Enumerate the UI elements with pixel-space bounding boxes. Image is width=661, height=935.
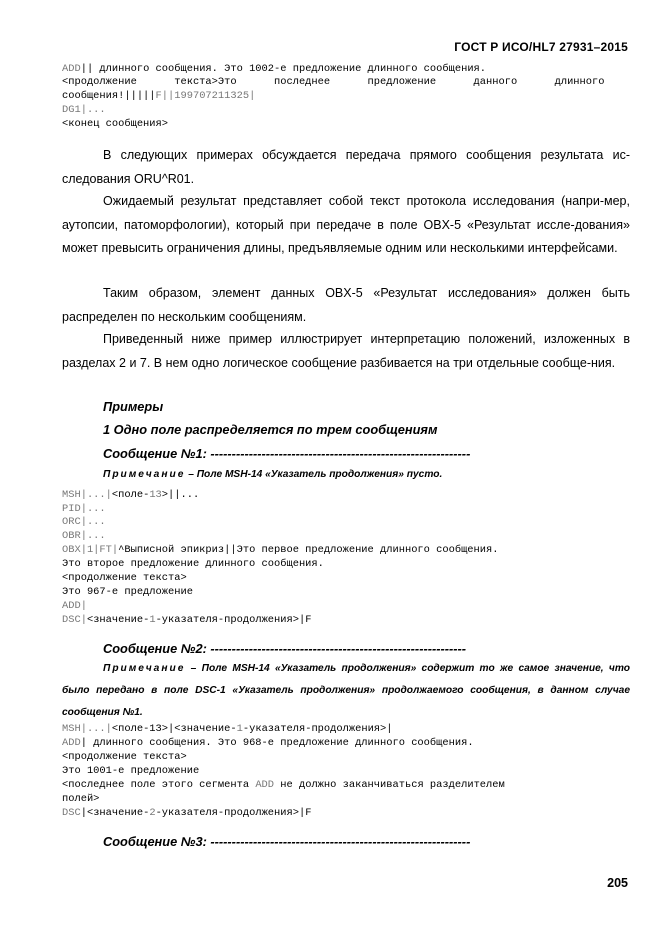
code-line: Это 967-е предложение [62, 586, 193, 598]
note-text: – Поле MSH-14 «Указатель продолжения» содержит то же самое значение, что было передано в поле DSC-1 «Указатель продолжения» продолжаемого сообщения, в данном случае сообщения №1. [62, 663, 630, 718]
code-line: <продолжение текста>Это последнее предложение данного длинного [62, 76, 605, 88]
code-text: |<значение- [80, 807, 150, 819]
code-line [62, 737, 474, 750]
message-heading: Сообщение №1: ------------------------------------------------------------- [103, 446, 471, 461]
code-segment: 1 [236, 723, 243, 735]
code-segment: MSH|...| [62, 723, 112, 735]
code-line: PID|... [62, 503, 106, 515]
code-line: DG1|... [62, 104, 106, 116]
code-line: ADD| [62, 600, 87, 612]
code-segment: 2 [149, 807, 156, 819]
code-text: сообщения!||||| [62, 90, 156, 102]
code-segment: ||199707211325| [161, 90, 256, 102]
code-segment: F [155, 90, 162, 102]
note-label: Примечание [103, 663, 186, 674]
code-segment: OBX|1|FT| [62, 544, 119, 556]
code-line: <продолжение текста> [62, 572, 187, 584]
code-text: <последнее поле этого сегмента [62, 779, 256, 791]
code-segment: ADD [62, 737, 81, 749]
code-text: -указателя-продолжения>|F [155, 807, 312, 819]
code-segment: ADD [62, 63, 81, 75]
examples-heading: Примеры [103, 399, 164, 414]
message-heading: Сообщение №3: ------------------------------------------------------------- [103, 834, 471, 849]
paragraph: Таким образом, элемент данных OBX-5 «Результат исследования» должен быть распределен по нескольким сообщениям. [62, 286, 630, 324]
code-text: <значение- [86, 614, 150, 626]
code-text: >||... [161, 489, 200, 501]
code-line [62, 90, 255, 103]
code-text: <поле- [111, 489, 150, 501]
note-text: – Поле MSH-14 «Указатель продолжения» пусто. [185, 469, 443, 480]
code-text: || длинного сообщения. Это 1002-е предложение длинного сообщения. [80, 63, 487, 75]
paragraph: Ожидаемый результат представляет собой текст протокола исследования (напри-мер, аутопсии, патоморфологии), который при передаче в поле OBX-5 «Результат иссле-дования» может превысить ограничения длины, предъявляемые одним или несколькими интерфейсами. [62, 194, 630, 255]
code-line: ORC|... [62, 516, 106, 528]
code-text: не должно заканчиваться разделителем [274, 779, 505, 791]
code-line: <продолжение текста> [62, 751, 187, 763]
code-text: -указателя-продолжения>| [242, 723, 393, 735]
message-heading: Сообщение №2: ------------------------------------------------------------ [103, 641, 467, 656]
note-label: Примечание [103, 469, 186, 480]
code-segment: MSH|...| [62, 489, 112, 501]
code-line [62, 63, 486, 76]
code-text: ^Выписной эпикриз||Это первое предложение длинного сообщения. [118, 544, 499, 556]
code-segment: 13 [149, 489, 162, 501]
code-line: <конец сообщения> [62, 118, 169, 130]
code-line [62, 779, 505, 792]
code-segment: ADD [255, 779, 275, 791]
page-number: 205 [607, 876, 628, 890]
code-segment: 1 [149, 614, 156, 626]
code-line [62, 723, 393, 736]
example-heading: 1 Одно поле распределяется по трем сообщениям [103, 422, 438, 437]
code-text: | длинного сообщения. Это 968-е предложение длинного сообщения. [80, 737, 474, 749]
code-text: <поле-13>|<значение- [111, 723, 237, 735]
code-line [62, 489, 199, 502]
paragraph: Приведенный ниже пример иллюстрирует интерпретацию положений, изложенных в разделах 2 и 7. В нем одно логическое сообщение разбивается на три отдельные сообще-ния. [62, 332, 630, 370]
note [62, 658, 630, 724]
note [62, 464, 630, 486]
code-line [62, 807, 311, 820]
code-line: Это второе предложение длинного сообщения. [62, 558, 324, 570]
code-line: OBR|... [62, 530, 106, 542]
code-line [62, 544, 498, 557]
code-segment: DSC| [62, 614, 87, 626]
code-line: Это 1001-е предложение [62, 765, 200, 777]
code-line: полей> [62, 793, 100, 805]
document-header: ГОСТ Р ИСО/HL7 27931–2015 [454, 40, 628, 54]
code-segment: DSC [62, 807, 81, 819]
code-line [62, 614, 311, 627]
paragraph: В следующих примерах обсуждается передача прямого сообщения результата ис-следования ORU^R01. [62, 148, 630, 186]
code-text: -указателя-продолжения>|F [155, 614, 312, 626]
